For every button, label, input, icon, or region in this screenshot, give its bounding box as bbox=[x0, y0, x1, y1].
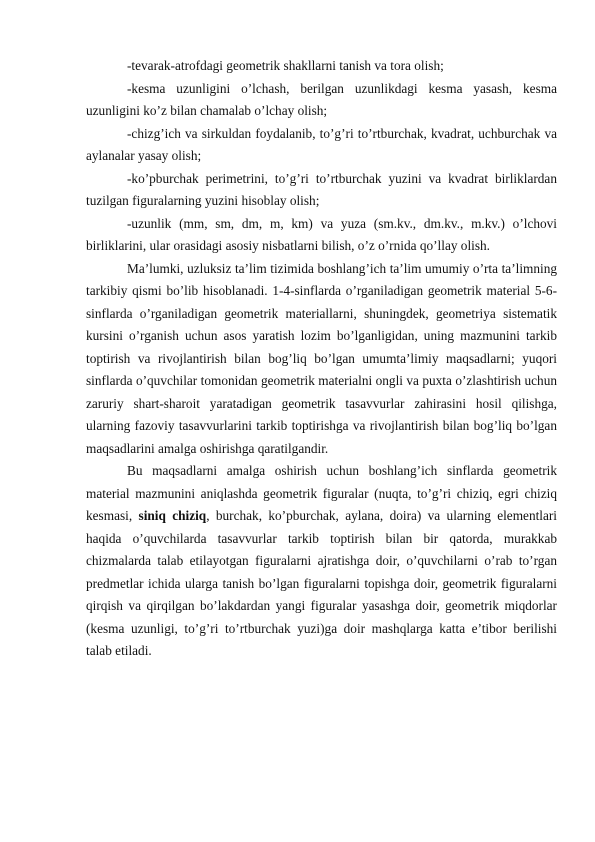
paragraph-segment-length: -kesma uzunligini o’lchash, berilgan uzunlikdagi kesma yasash, kesma uzunligini ko’z bilan chamalab o’lchay olish; bbox=[86, 80, 557, 118]
paragraph-perimeter-area: -ko’pburchak perimetrini, to’g’ri to’rtburchak yuzini va kvadrat birliklardan tuzilgan figuralarning yuzini hisoblay olish; bbox=[86, 170, 557, 208]
paragraph-shapes-recognition: -tevarak-atrofdagi geometrik shakllarni tanish va tora olish; bbox=[127, 58, 444, 73]
paragraph-measurement-units: -uzunlik (mm, sm, dm, m, km) va yuza (sm.kv., dm.kv., m.kv.) o’lchovi birliklarini, ular orasidagi asosiy nisbatlarni bilish, o’z o’rnida qo’llay olish. bbox=[86, 215, 557, 253]
paragraph-geometric-content bbox=[86, 460, 557, 663]
paragraph-text-after: , burchak, ko’pburchak, aylana, doira) va ularning elementlari haqida o’quvchilarda tasavvurlar tarkib toptirish bilan bir qatorda, murakkab chizmalarda talab etilayotgan figuralarni ajratishga doir, o’quvchilarni o’rab to’rgan predmetlar ichida ularga tanish bo’lgan figuralarni topishga doir, geometrik figuralarni qirqish va qirqilgan bo’lakdardan yangi figuralar yasashga doir, geometrik miqdorlar (kesma uzunligi, to’g’ri to’rtburchak yuzi)ga doir mashqlarga katta e’tibor berilishi talab etiladi. bbox=[86, 508, 558, 658]
paragraph-continuous-education: Ma’lumki, uzluksiz ta’lim tizimida boshlang’ich ta’lim umumiy o’rta ta’limning tarkibiy qismi bo’lib hisoblanadi. 1-4-sinflarda o’rganiladigan geometrik material 5-6-sinflarda o’rganiladigan geometrik materiallarni, shuningdek, geometriya sistematik kursini o’rganish uchun asos yaratish lozim bo’lganligidan, uning mazmunini tarkib toptirish va rivojlantirish bilan bog’liq bo’lgan umumta’limiy maqsadlarni; yuqori sinflarda o’quvchilar tomonidan geometrik materialni ongli va puxta o’zlashtirish uchun zaruriy shart-sharoit yaratadigan geometrik tasavvurlar zahirasini hosil qilishga, ularning fazoviy tasavvurlarini tarkib toptirishga va rivojlantirish bilan bog’liq bo’lgan maqsadlarini amalga oshirishga qaratilgandir. bbox=[86, 260, 557, 456]
paragraph-construction-tools: -chizg’ich va sirkuldan foydalanib, to’g’ri to’rtburchak, kvadrat, uchburchak va aylanalar yasay olish; bbox=[86, 125, 557, 163]
paragraph-text-before: Bu maqsadlarni amalga oshirish uchun boshlang’ich sinflarda geometrik material mazmunini aniqlashda geometrik figuralar (nuqta, to’g’ri chiziq, egri chiziq kesmasi, bbox=[86, 463, 557, 523]
bold-term: siniq chiziq bbox=[138, 508, 207, 523]
document-page bbox=[86, 55, 557, 663]
